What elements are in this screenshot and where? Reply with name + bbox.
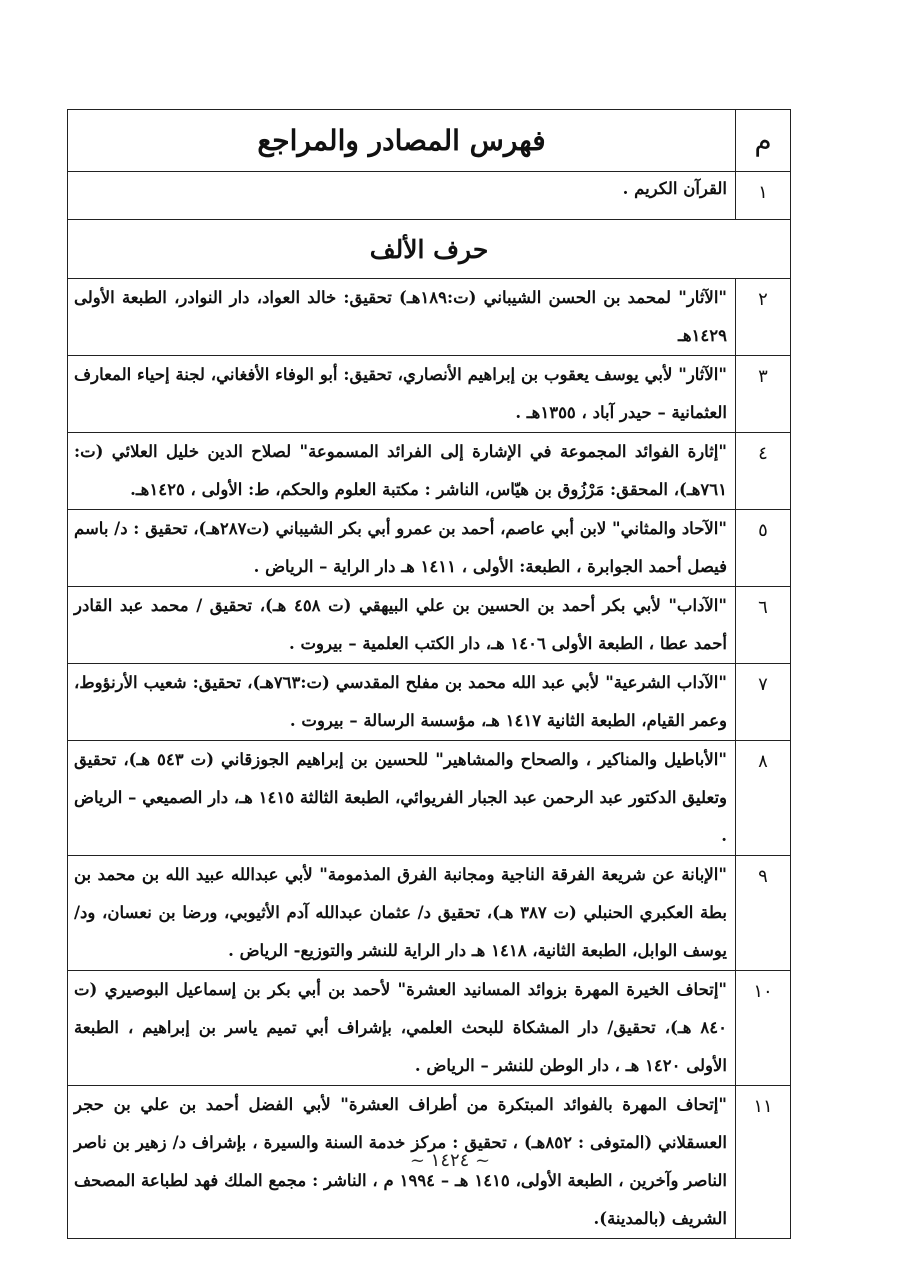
entry-text: "الأباطيل والمناكير ، والصحاح والمشاهير" للحسين بن إبراهيم الجوزقاني (ت ٥٤٣ هـ)، تحقيق وتعليق الدكتور عبد الرحمن عبد الجبار الفريوائي، الطبعة الثالثة ١٤١٥ هـ، دار الصميعي – الرياض . (68, 741, 736, 856)
entry-number: ٣ (736, 356, 791, 433)
section-heading: حرف الألف (68, 220, 791, 279)
entry-number: ٩ (736, 856, 791, 971)
entry-text: "الآثار" لأبي يوسف يعقوب بن إبراهيم الأنصاري، تحقيق: أبو الوفاء الأفغاني، لجنة إحياء المعارف العثمانية – حيدر آباد ، ١٣٥٥هـ . (68, 356, 736, 433)
page-number: ~ ١٤٢٤ ~ (409, 1150, 491, 1171)
table-row (68, 510, 791, 587)
entry-text: "الإبانة عن شريعة الفرقة الناجية ومجانبة الفرق المذمومة" لأبي عبدالله عبيد الله بن محمد بن بطة العكبري الحنبلي (ت ٣٨٧ هـ)، تحقيق د/ عثمان عبدالله آدم الأثيوبي، ورضا بن نعسان، ود/ يوسف الوابل، الطبعة الثانية، ١٤١٨ هـ دار الراية للنشر والتوزيع- الرياض . (68, 856, 736, 971)
table-row (68, 279, 791, 356)
references-table (67, 109, 791, 1239)
entry-number: ١ (736, 172, 791, 220)
section-row (68, 220, 791, 279)
entry-text: "الآحاد والمثاني" لابن أبي عاصم، أحمد بن عمرو أبي بكر الشيباني (ت٢٨٧هـ)، تحقيق : د/ باسم فيصل أحمد الجوابرة ، الطبعة: الأولى ، ١٤١١ هـ دار الراية – الرياض . (68, 510, 736, 587)
table-row (68, 587, 791, 664)
entry-text: "إتحاف المهرة بالفوائد المبتكرة من أطراف العشرة" لأبي الفضل أحمد بن علي بن حجر العسقلاني (المتوفى : ٨٥٢هـ) ، تحقيق : مركز خدمة السنة والسيرة ، بإشراف د/ زهير بن ناصر الناصر وآخرين ، الطبعة الأولى، ١٤١٥ هـ – ١٩٩٤ م ، الناشر : مجمع الملك فهد لطباعة المصحف الشريف (بالمدينة). (68, 1086, 736, 1239)
entry-number: ١٠ (736, 971, 791, 1086)
entry-text: "إتحاف الخيرة المهرة بزوائد المسانيد العشرة" لأحمد بن أبي بكر بن إسماعيل البوصيري (ت ٨٤٠ هـ)، تحقيق/ دار المشكاة للبحث العلمي، بإشراف أبي تميم ياسر بن إبراهيم ، الطبعة الأولى ١٤٢٠ هـ ، دار الوطن للنشر – الرياض . (68, 971, 736, 1086)
table-row (68, 664, 791, 741)
entry-number: ٥ (736, 510, 791, 587)
table-row (68, 172, 791, 220)
entry-number: ٤ (736, 433, 791, 510)
column-number-header: م (736, 110, 791, 172)
table-row (68, 971, 791, 1086)
table-row (68, 741, 791, 856)
table-header-row (68, 110, 791, 172)
table-row (68, 856, 791, 971)
entry-text: القرآن الكريم . (68, 172, 736, 220)
entry-number: ٨ (736, 741, 791, 856)
entry-text: "الآثار" لمحمد بن الحسن الشيباني (ت:١٨٩هـ) تحقيق: خالد العواد، دار النوادر، الطبعة الأولى ١٤٢٩هـ (68, 279, 736, 356)
table-row (68, 356, 791, 433)
entry-number: ١١ (736, 1086, 791, 1239)
page-title: فهرس المصادر والمراجع (68, 110, 736, 172)
entry-number: ٢ (736, 279, 791, 356)
table-row (68, 433, 791, 510)
entry-text: "إثارة الفوائد المجموعة في الإشارة إلى الفرائد المسموعة" لصلاح الدين خليل العلائي (ت: ٧٦١هـ)، المحقق: مَرْزُوق بن هيّاس، الناشر : مكتبة العلوم والحكم، ط: الأولى ، ١٤٢٥هـ. (68, 433, 736, 510)
entry-text: "الآداب الشرعية" لأبي عبد الله محمد بن مفلح المقدسي (ت:٧٦٣هـ)، تحقيق: شعيب الأرنؤوط، وعمر القيام، الطبعة الثانية ١٤١٧ هـ، مؤسسة الرسالة – بيروت . (68, 664, 736, 741)
entry-number: ٦ (736, 587, 791, 664)
entry-text: "الآداب" لأبي بكر أحمد بن الحسين بن علي البيهقي (ت ٤٥٨ هـ)، تحقيق / محمد عبد القادر أحمد عطا ، الطبعة الأولى ١٤٠٦ هـ، دار الكتب العلمية – بيروت . (68, 587, 736, 664)
entry-number: ٧ (736, 664, 791, 741)
